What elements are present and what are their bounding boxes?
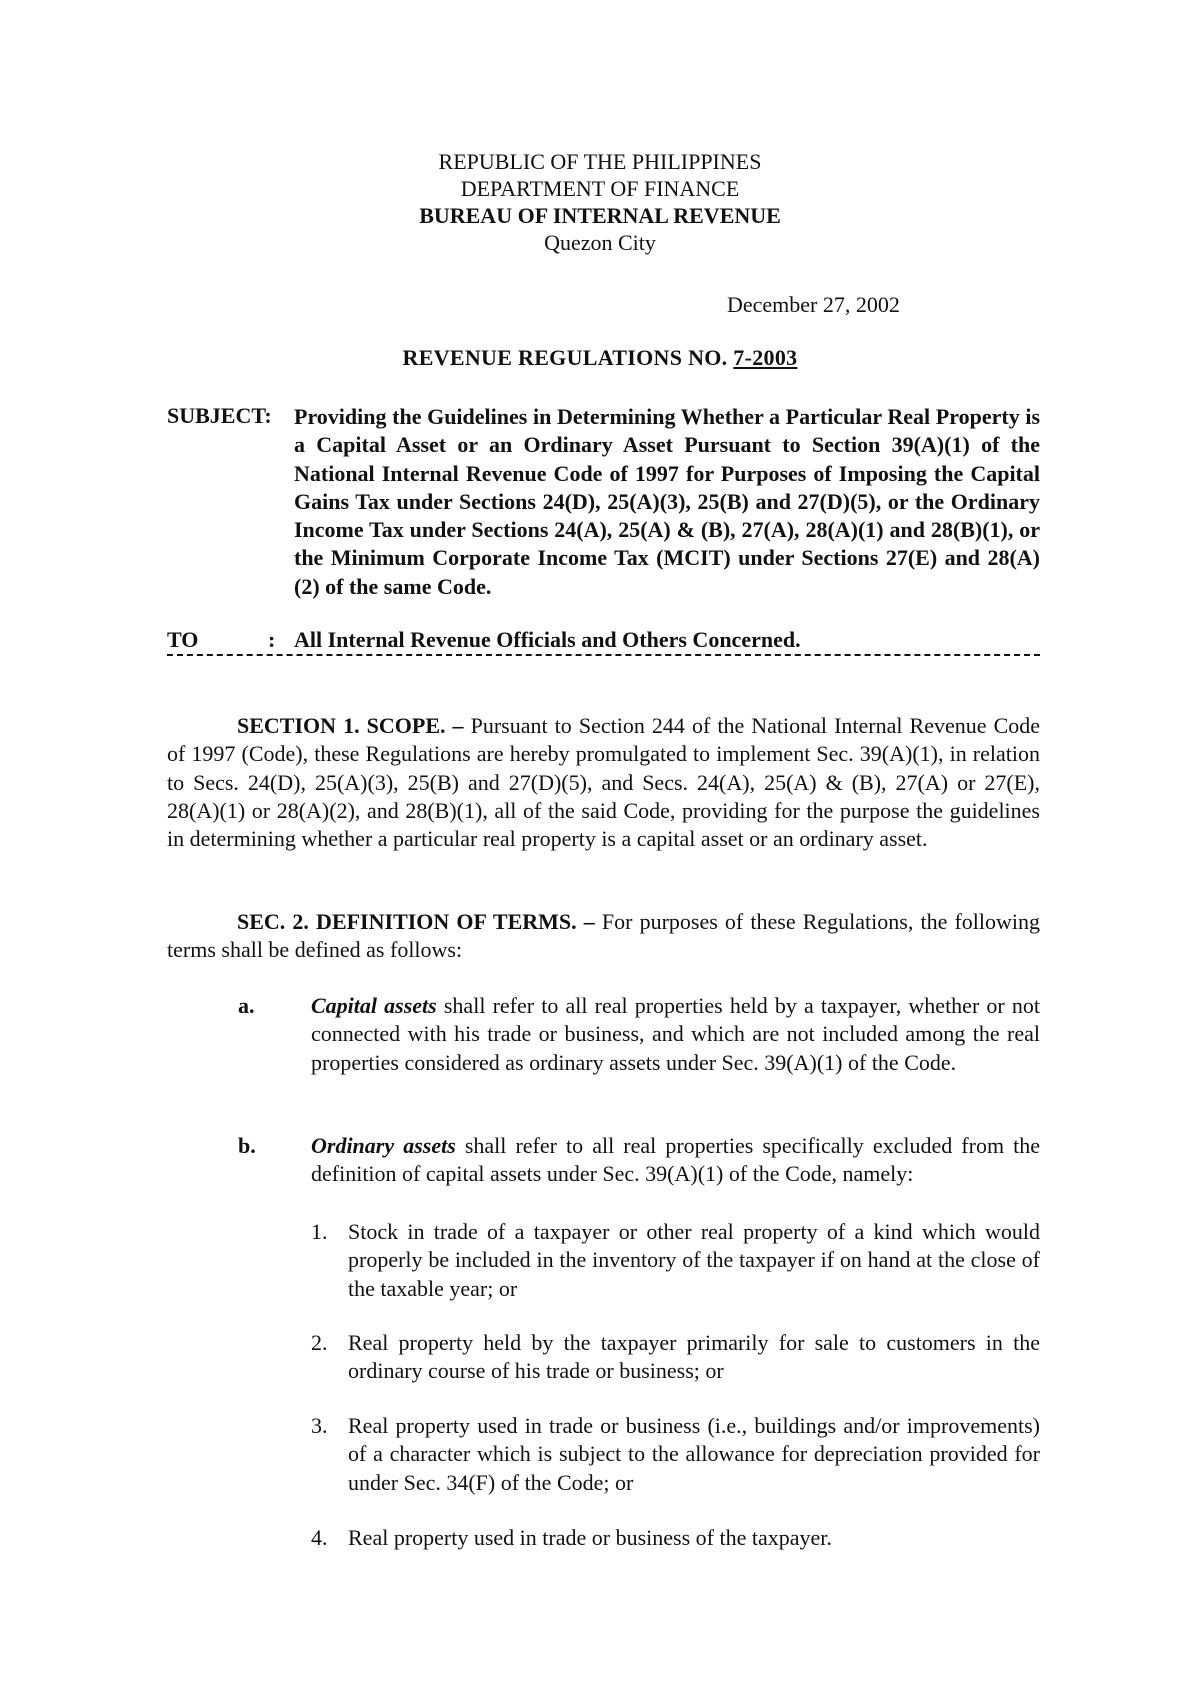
list-item-number: 2.: [311, 1330, 328, 1355]
section-2-paragraph: [167, 908, 1040, 965]
to-recipients: All Internal Revenue Officials and Others Concerned.: [294, 627, 801, 652]
section-1-paragraph: [167, 712, 1040, 853]
subject-text: Providing the Guidelines in Determining Whether a Particular Real Property is a Capital Asset or an Ordinary Asset Pursuant to Section 39(A)(1) of the National Internal Revenue Code of 1997 for Purposes of Imposing the Capital Gains Tax under Sections 24(D), 25(A)(3), 25(B) and 27(D)(5), or the Ordinary Income Tax under Sections 24(A), 25(A) & (B), 27(A), 28(A)(1) and 28(B)(1), or the Minimum Corporate Income Tax (MCIT) under Sections 27(E) and 28(A)(2) of the same Code.: [294, 404, 1040, 599]
definition-body: shall refer to all real properties held by a taxpayer, whether or not connected with his trade or business, and which are not included among the real properties considered as ordinary assets under Sec. 39(A)(1) of the Code.: [311, 993, 1040, 1075]
section-2-heading: SEC. 2. DEFINITION OF TERMS. –: [237, 909, 595, 934]
letterhead-department: DEPARTMENT OF FINANCE: [460, 176, 740, 201]
section-1-heading: SECTION 1. SCOPE. –: [237, 713, 464, 738]
letterhead-republic: REPUBLIC OF THE PHILIPPINES: [438, 149, 762, 174]
definition-label: b.: [238, 1133, 256, 1158]
document-date: December 27, 2002: [727, 292, 900, 317]
regulation-title-prefix: REVENUE REGULATIONS NO.: [402, 345, 728, 370]
dashed-divider: [167, 654, 1040, 656]
definition-term: Ordinary assets: [311, 1133, 456, 1158]
definition-text: [311, 1132, 1040, 1189]
regulation-number: 7-2003: [733, 345, 798, 370]
subject-label: SUBJECT:: [167, 403, 272, 428]
definition-term: Capital assets: [311, 993, 437, 1018]
definition-text: [311, 992, 1040, 1077]
section-2-text: For purposes of these Regulations, the following terms shall be defined as follows:: [167, 909, 1041, 963]
list-item-number: 4.: [311, 1525, 328, 1550]
to-label: TO: [167, 627, 199, 652]
list-item-text: Real property used in trade or business (i.e., buildings and/or improvements) of a character which is subject to the allowance for depreciation provided for under Sec. 34(F) of the Code; or: [348, 1413, 1040, 1495]
letterhead-bureau: BUREAU OF INTERNAL REVENUE: [419, 203, 781, 228]
definition-label: a.: [238, 993, 255, 1018]
list-item-number: 3.: [311, 1413, 328, 1438]
list-item-text: Real property used in trade or business of the taxpayer.: [348, 1525, 832, 1550]
list-item-text: Real property held by the taxpayer primarily for sale to customers in the ordinary course of his trade or business; or: [348, 1330, 1040, 1384]
letterhead: [0, 148, 1200, 256]
letterhead-city: Quezon City: [544, 230, 656, 255]
list-item-number: 1.: [311, 1219, 328, 1244]
regulation-title: [0, 345, 1200, 371]
definition-body: shall refer to all real properties specifically excluded from the definition of capital assets under Sec. 39(A)(1) of the Code, namely:: [311, 1133, 1041, 1187]
list-item-text: Stock in trade of a taxpayer or other real property of a kind which would properly be included in the inventory of the taxpayer if on hand at the close of the taxable year; or: [348, 1219, 1040, 1301]
section-1-text: Pursuant to Section 244 of the National Internal Revenue Code of 1997 (Code), these Regulations are hereby promulgated to implement Sec. 39(A)(1), in relation to Secs. 24(D), 25(A)(3), 25(B) and 27(D)(5), and Secs. 24(A), 25(A) & (B), 27(A) or 27(E), 28(A)(1) or 28(A)(2), and 28(B)(1), all of the said Code, providing for the purpose the guidelines in determining whether a particular real property is a capital asset or an ordinary asset.: [167, 713, 1041, 852]
to-colon: :: [268, 627, 276, 652]
